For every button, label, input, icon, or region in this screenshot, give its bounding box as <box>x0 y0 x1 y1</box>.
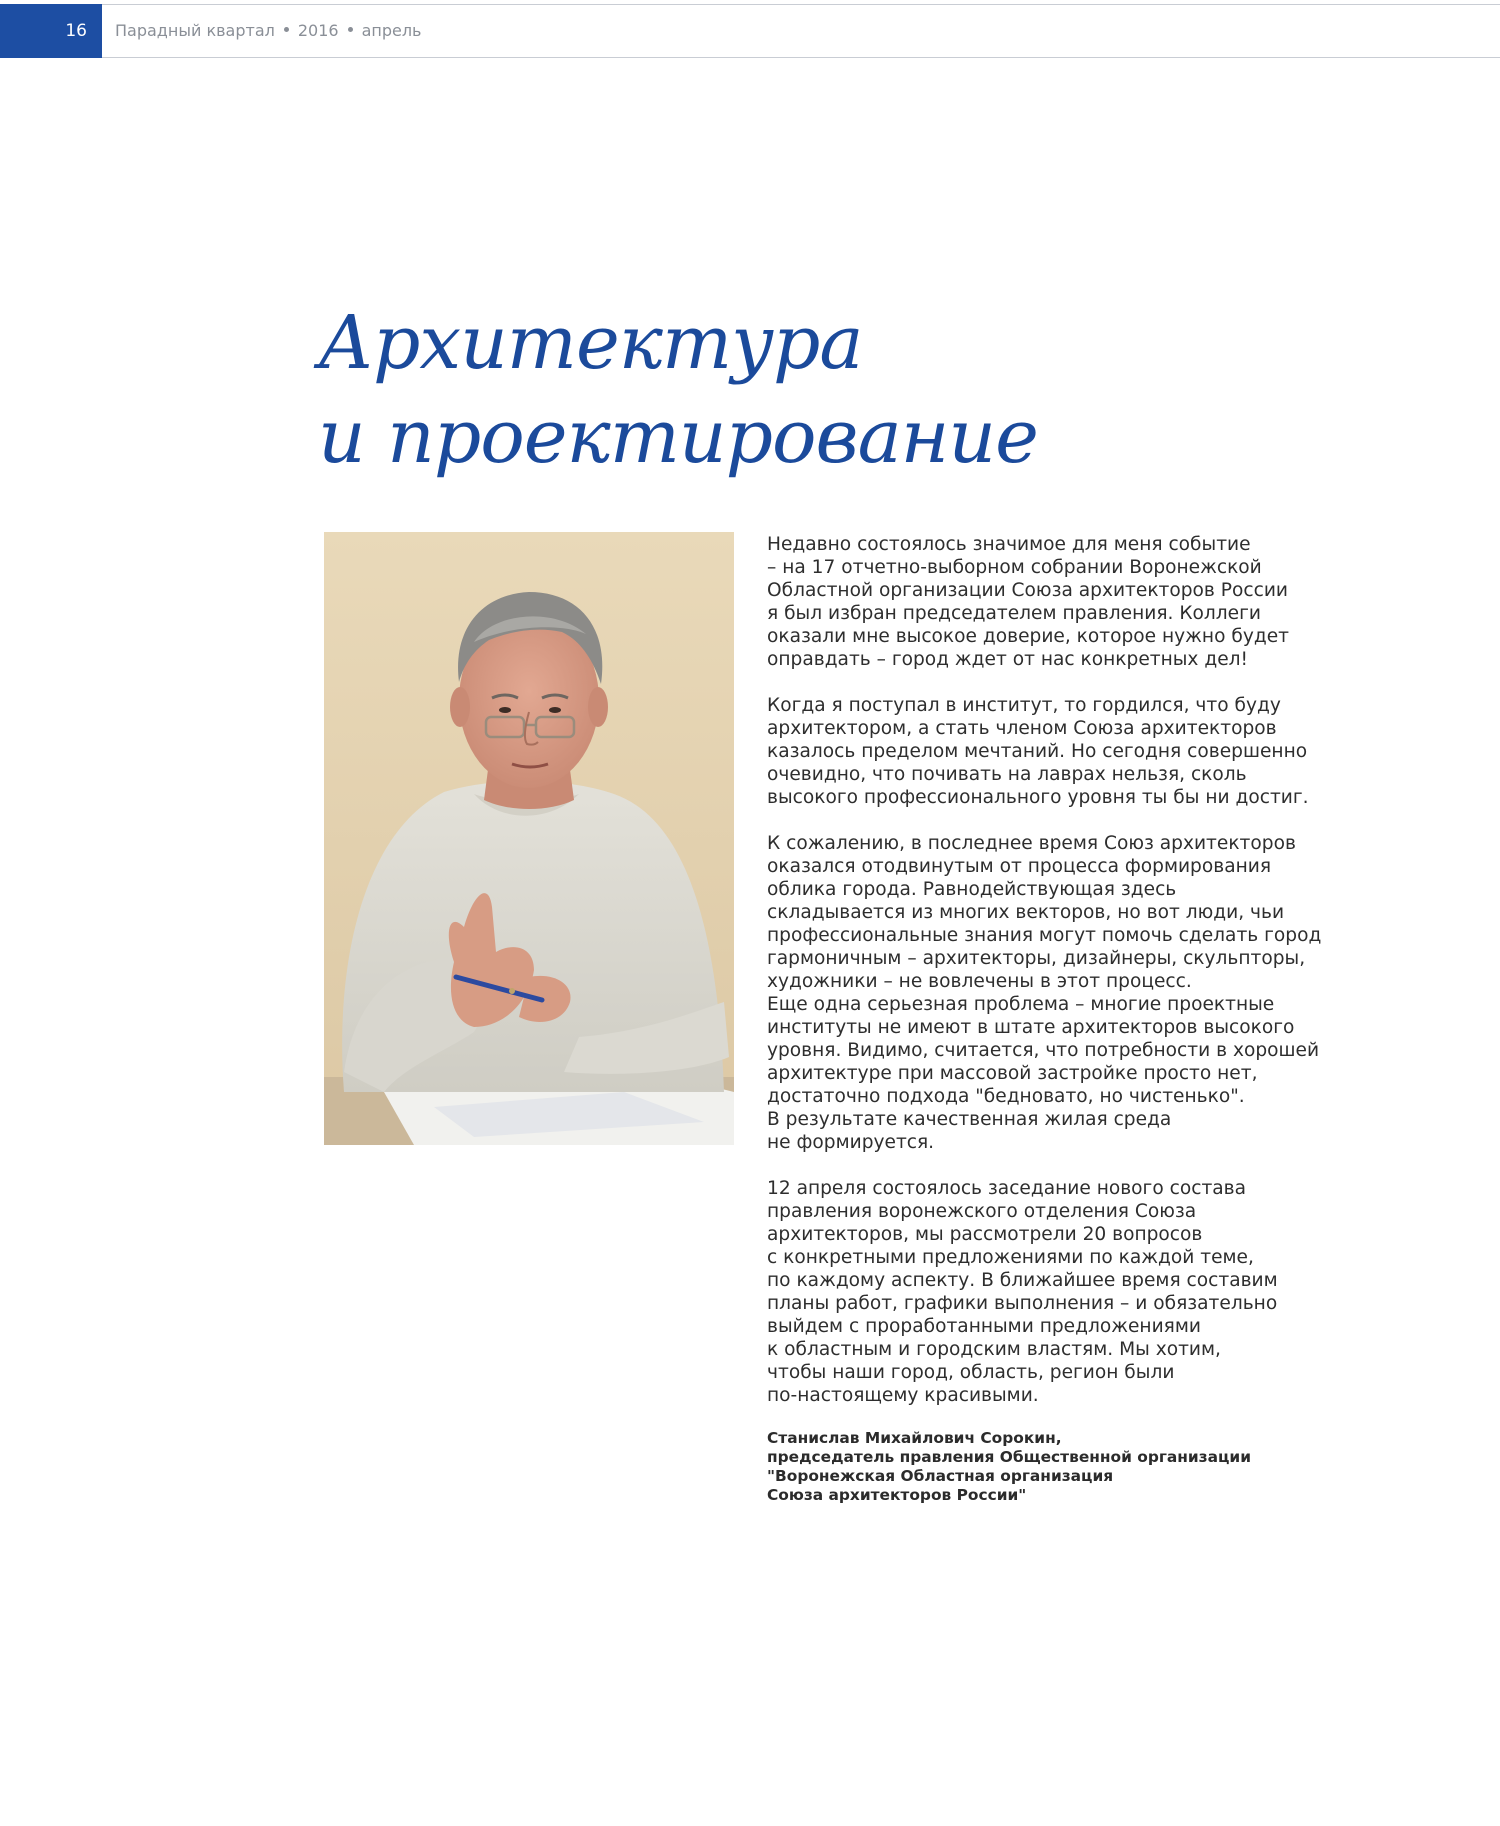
text-line: оказался отодвинутым от процесса формирования <box>767 856 1272 877</box>
author-photo <box>324 532 734 1145</box>
signature-line: Союза архитекторов России" <box>767 1486 1027 1504</box>
article-title <box>318 296 1318 484</box>
article-title-line-2: и проектирование <box>318 394 1038 480</box>
signature-line: Станислав Михайлович Сорокин, <box>767 1429 1062 1447</box>
page-number: 16 <box>0 4 102 58</box>
text-line: оказали мне высокое доверие, которое нужно будет <box>767 626 1289 647</box>
signature-line: "Воронежская Областная организация <box>767 1467 1114 1485</box>
issue-year: 2016 <box>297 21 339 40</box>
text-line: достаточно подхода "бедновато, но чистенько". <box>767 1086 1245 1107</box>
running-head-text <box>115 4 421 58</box>
text-line: профессиональные знания могут помочь сделать город <box>767 925 1322 946</box>
text-line: гармоничным – архитекторы, дизайнеры, скульпторы, <box>767 948 1306 969</box>
issue-month: апрель <box>361 21 422 40</box>
text-line: к областным и городским властям. Мы хотим, <box>767 1339 1221 1360</box>
text-line: оправдать – город ждет от нас конкретных дел! <box>767 649 1248 670</box>
paragraph <box>767 694 1327 809</box>
paragraph <box>767 533 1327 671</box>
text-line: Недавно состоялось значимое для меня событие <box>767 534 1251 555</box>
text-line: казалось пределом мечтаний. Но сегодня совершенно <box>767 741 1308 762</box>
text-line: очевидно, что почивать на лаврах нельзя, сколь <box>767 764 1247 785</box>
text-line: К сожалению, в последнее время Союз архитекторов <box>767 833 1296 854</box>
text-line: Еще одна серьезная проблема – многие проектные <box>767 994 1275 1015</box>
text-line: чтобы наши город, область, регион были <box>767 1362 1175 1383</box>
running-header <box>0 0 1500 58</box>
text-line: я был избран председателем правления. Коллеги <box>767 603 1261 624</box>
text-line: Областной организации Союза архитекторов России <box>767 580 1289 601</box>
magazine-name: Парадный квартал <box>115 21 275 40</box>
text-line: институты не имеют в штате архитекторов высокого <box>767 1017 1295 1038</box>
text-line: В результате качественная жилая среда <box>767 1109 1172 1130</box>
text-line: архитектуре при массовой застройке просто нет, <box>767 1063 1258 1084</box>
text-line: Когда я поступал в институт, то гордился, что буду <box>767 695 1281 716</box>
text-line: планы работ, графики выполнения – и обязательно <box>767 1293 1278 1314</box>
text-line: – на 17 отчетно-выборном собрании Воронежской <box>767 557 1262 578</box>
text-line: облика города. Равнодействующая здесь <box>767 879 1177 900</box>
text-line: архитекторов, мы рассмотрели 20 вопросов <box>767 1224 1203 1245</box>
text-line: уровня. Видимо, считается, что потребности в хорошей <box>767 1040 1320 1061</box>
author-portrait-illustration <box>324 532 734 1145</box>
header-bottom-rule <box>102 57 1500 58</box>
paragraph <box>767 832 1327 1154</box>
text-line: правления воронежского отделения Союза <box>767 1201 1197 1222</box>
text-line: с конкретными предложениями по каждой теме, <box>767 1247 1254 1268</box>
article-title-line-1: Архитектура <box>318 300 863 386</box>
bullet-separator-icon <box>284 27 289 32</box>
bullet-separator-icon <box>348 27 353 32</box>
article-body <box>767 533 1327 1430</box>
paragraph <box>767 1177 1327 1407</box>
text-line: выйдем с проработанными предложениями <box>767 1316 1201 1337</box>
signature-line: председатель правления Общественной организации <box>767 1448 1251 1466</box>
text-line: 12 апреля состоялось заседание нового состава <box>767 1178 1247 1199</box>
text-line: по-настоящему красивыми. <box>767 1385 1039 1406</box>
author-signature <box>767 1429 1327 1505</box>
text-line: по каждому аспекту. В ближайшее время составим <box>767 1270 1278 1291</box>
text-line: архитектором, а стать членом Союза архитекторов <box>767 718 1277 739</box>
text-line: не формируется. <box>767 1132 935 1153</box>
text-line: высокого профессионального уровня ты бы ни достиг. <box>767 787 1309 808</box>
text-line: художники – не вовлечены в этот процесс. <box>767 971 1192 992</box>
text-line: складывается из многих векторов, но вот люди, чьи <box>767 902 1285 923</box>
